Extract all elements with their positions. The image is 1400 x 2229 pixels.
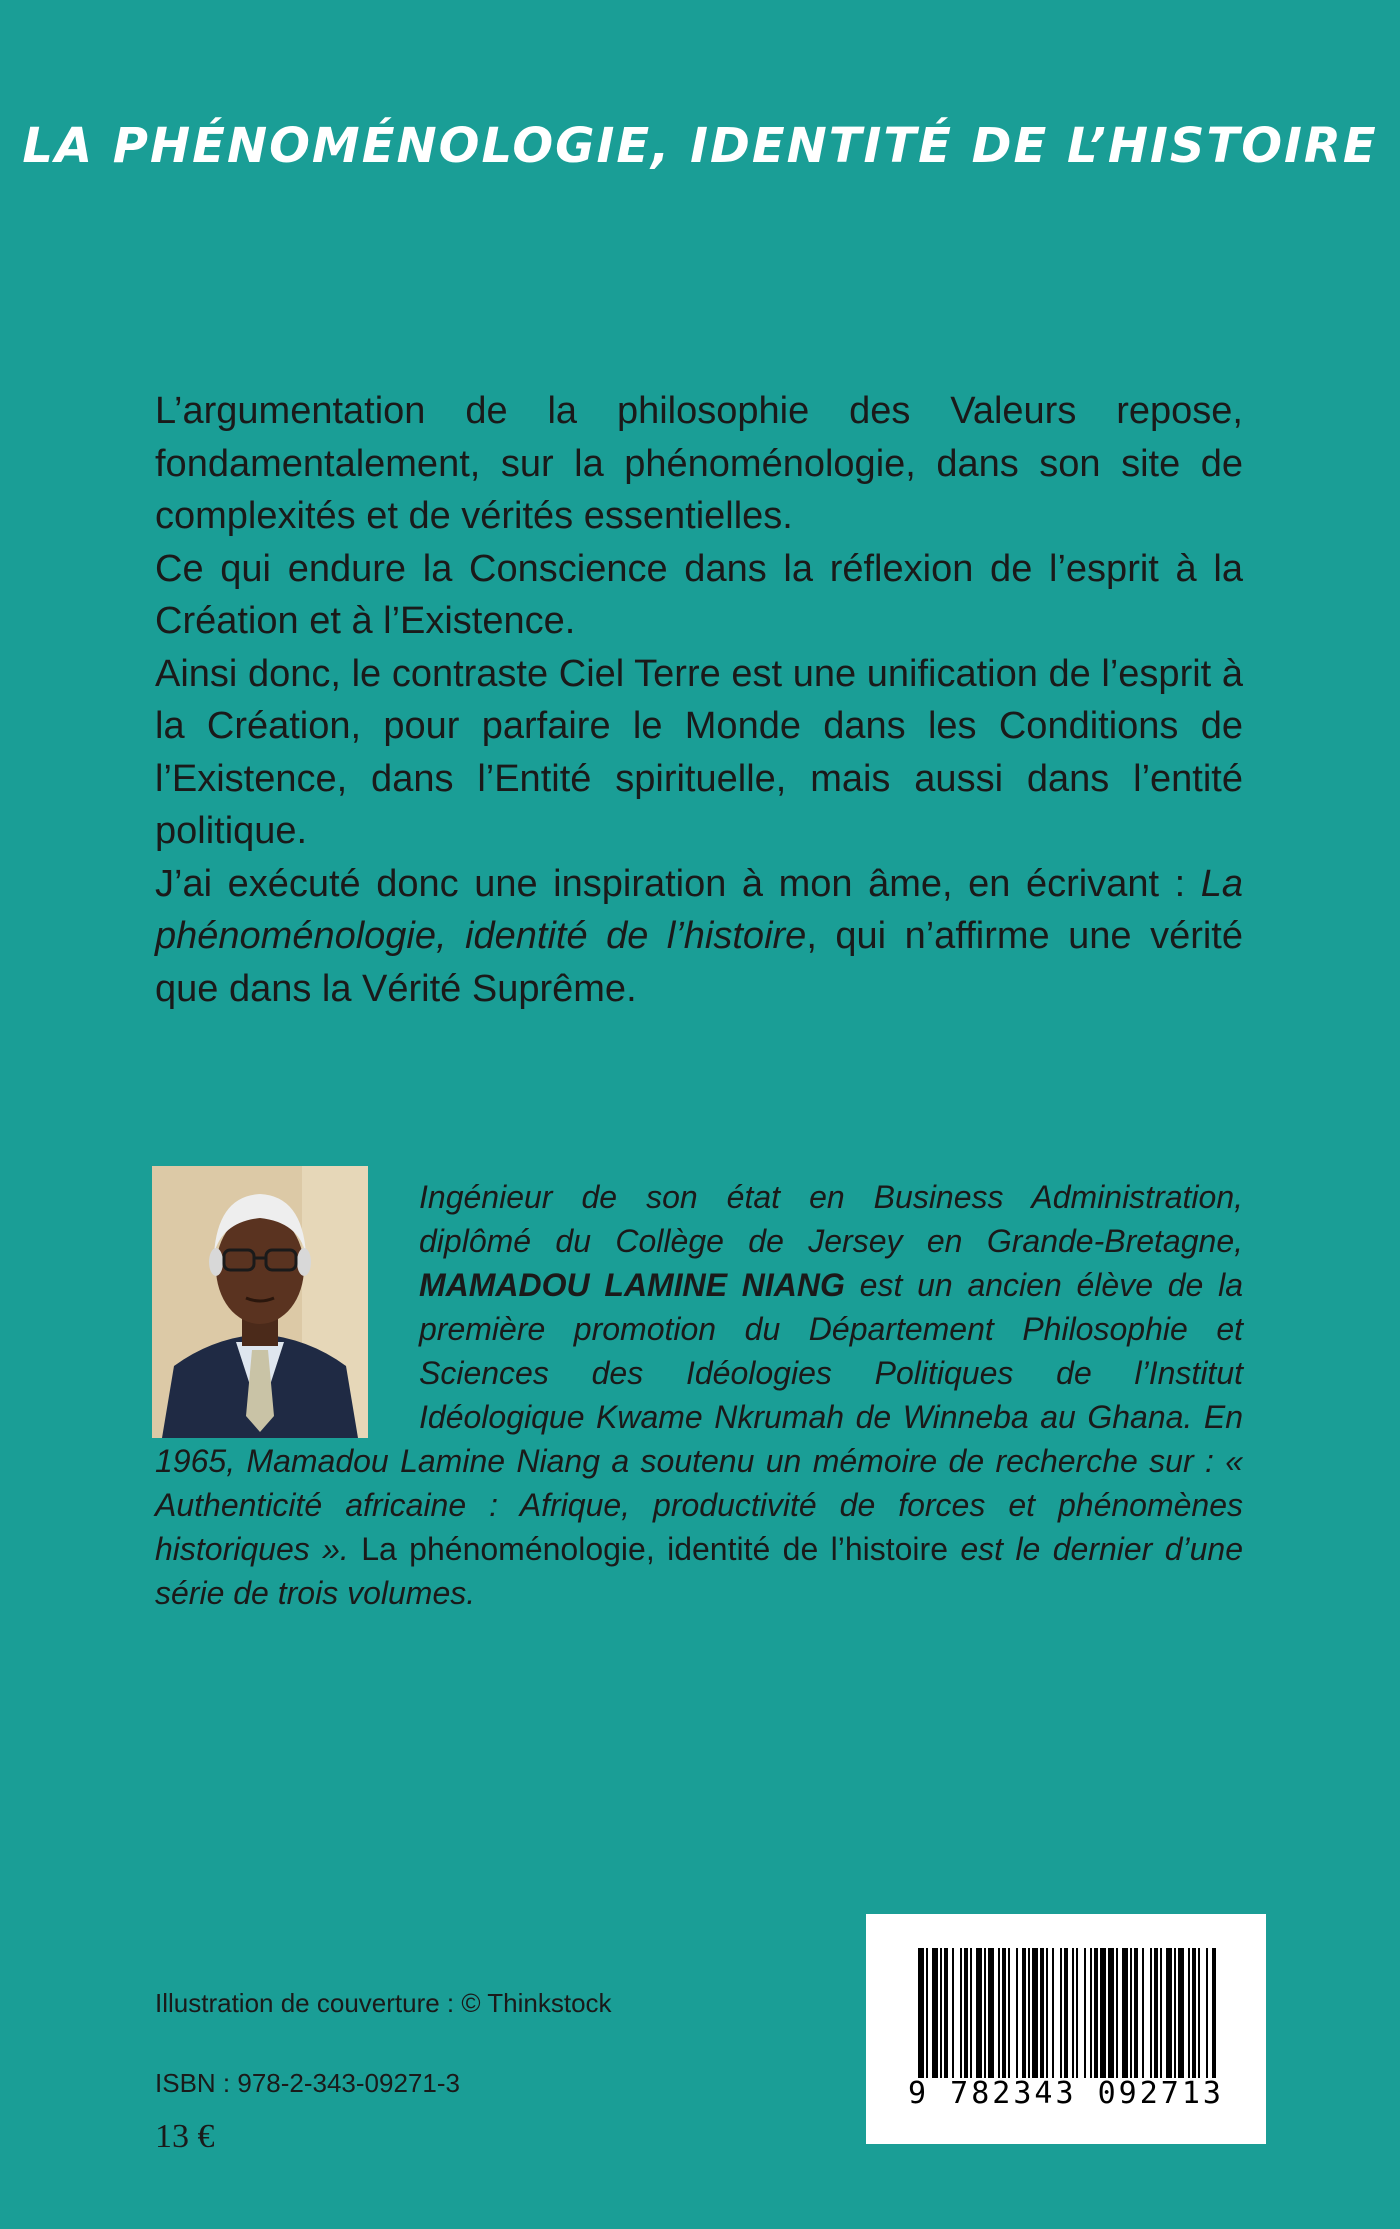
barcode-bar xyxy=(1100,1948,1106,2078)
barcode-bar xyxy=(1090,1948,1092,2078)
barcode-bar xyxy=(1108,1948,1114,2078)
barcode xyxy=(866,1914,1266,2144)
barcode-bar xyxy=(932,1948,938,2078)
barcode-bar xyxy=(1154,1948,1158,2078)
barcode-bar xyxy=(1160,1948,1162,2078)
author-name: MAMADOU LAMINE NIANG xyxy=(419,1267,845,1303)
barcode-digits: 9 782343 092713 xyxy=(908,2076,1224,2111)
barcode-bar xyxy=(1116,1948,1118,2078)
book-title: LA PHÉNOMÉNOLOGIE, IDENTITÉ DE L’HISTOIRE xyxy=(22,118,1378,174)
back-cover-blurb xyxy=(155,385,1243,1015)
barcode-bar xyxy=(960,1948,962,2078)
barcode-bar xyxy=(1022,1948,1026,2078)
barcode-bar xyxy=(1192,1948,1196,2078)
barcode-bar xyxy=(1174,1948,1176,2078)
barcode-bar xyxy=(1178,1948,1184,2078)
blurb-paragraph-2: Ce qui endure la Conscience dans la réflexion de l’esprit à la Création et à l’Existence. xyxy=(155,547,1243,642)
blurb-p4-start: J’ai exécuté donc une inspiration à mon âme, en écrivant : xyxy=(155,862,1201,905)
barcode-bar xyxy=(944,1948,948,2078)
barcode-bar xyxy=(998,1948,1000,2078)
barcode-bar xyxy=(926,1948,928,2078)
barcode-bar xyxy=(1016,1948,1018,2078)
author-bio xyxy=(155,1175,1243,1615)
barcode-bar xyxy=(1198,1948,1200,2078)
barcode-bar xyxy=(1060,1948,1062,2078)
barcode-bar xyxy=(1206,1948,1208,2078)
barcode-bar xyxy=(940,1948,942,2078)
barcode-bar xyxy=(976,1948,982,2078)
blurb-paragraph-4 xyxy=(155,858,1243,1016)
barcode-bar xyxy=(1142,1948,1144,2078)
barcode-bar xyxy=(1084,1948,1086,2078)
barcode-bar xyxy=(1032,1948,1038,2078)
barcode-bar xyxy=(952,1948,954,2078)
barcode-bar xyxy=(1072,1948,1074,2078)
blurb-p4-book-title: La phénoménologie, identité de l’histoire xyxy=(155,862,1243,957)
barcode-bar xyxy=(1076,1948,1078,2078)
bio-book-title: La phénoménologie, identité de l’histoire xyxy=(361,1531,948,1567)
barcode-bar xyxy=(1212,1948,1216,2078)
barcode-bar xyxy=(1040,1948,1044,2078)
barcode-bar xyxy=(1166,1948,1172,2078)
barcode-bar xyxy=(1134,1948,1138,2078)
barcode-bar xyxy=(1052,1948,1054,2078)
barcode-bar xyxy=(1122,1948,1128,2078)
barcode-bar xyxy=(1002,1948,1006,2078)
barcode-bar xyxy=(1150,1948,1152,2078)
barcode-bar xyxy=(1064,1948,1068,2078)
isbn: ISBN : 978-2-343-09271-3 xyxy=(155,2068,460,2098)
barcode-bar xyxy=(1188,1948,1190,2078)
bio-part-3: est le dernier d’une série de trois volumes. xyxy=(155,1531,1244,1611)
barcode-bar xyxy=(970,1948,972,2078)
barcode-bar xyxy=(984,1948,986,2078)
barcode-bar xyxy=(918,1948,924,2078)
barcode-bar xyxy=(988,1948,994,2078)
barcode-bar xyxy=(1094,1948,1098,2078)
barcode-bar xyxy=(1046,1948,1048,2078)
blurb-p4-end: , qui n’affirme une vérité que dans la Vérité Suprême. xyxy=(155,915,1243,1010)
bio-part-1: Ingénieur de son état en Business Administration, diplômé du Collège de Jersey en Grande-Bretagne, xyxy=(419,1179,1243,1259)
photo-spacer xyxy=(155,1175,419,1437)
blurb-paragraph-1: L’argumentation de la philosophie des Valeurs repose, fondamentalement, sur la phénoménologie, dans son site de complexités et de vérités essentielles. xyxy=(155,390,1243,537)
blurb-paragraph-3: Ainsi donc, le contraste Ciel Terre est une unification de l’esprit à la Création, pour parfaire le Monde dans les Conditions de l’Existence, dans l’Entité spirituelle, mais aussi dans l’entité politique. xyxy=(155,652,1243,852)
price: 13 € xyxy=(155,2118,215,2155)
barcode-bar xyxy=(1130,1948,1132,2078)
barcode-bar xyxy=(1028,1948,1030,2078)
illustration-credit: Illustration de couverture : © Thinkstock xyxy=(155,1988,612,2018)
bio-part-2: est un ancien élève de la première promotion du Département Philosophie et Sciences des Idéologies Politiques de l’Institut Idéologique Kwame Nkrumah de Winneba au Ghana. En 1965, Mamadou Lamine Niang a soutenu un mémoire de recherche sur : « Authenticité africaine : Afrique, productivité de forces et phénomènes historiques ». xyxy=(155,1267,1244,1567)
barcode-bar xyxy=(964,1948,968,2078)
barcode-bar xyxy=(1008,1948,1010,2078)
